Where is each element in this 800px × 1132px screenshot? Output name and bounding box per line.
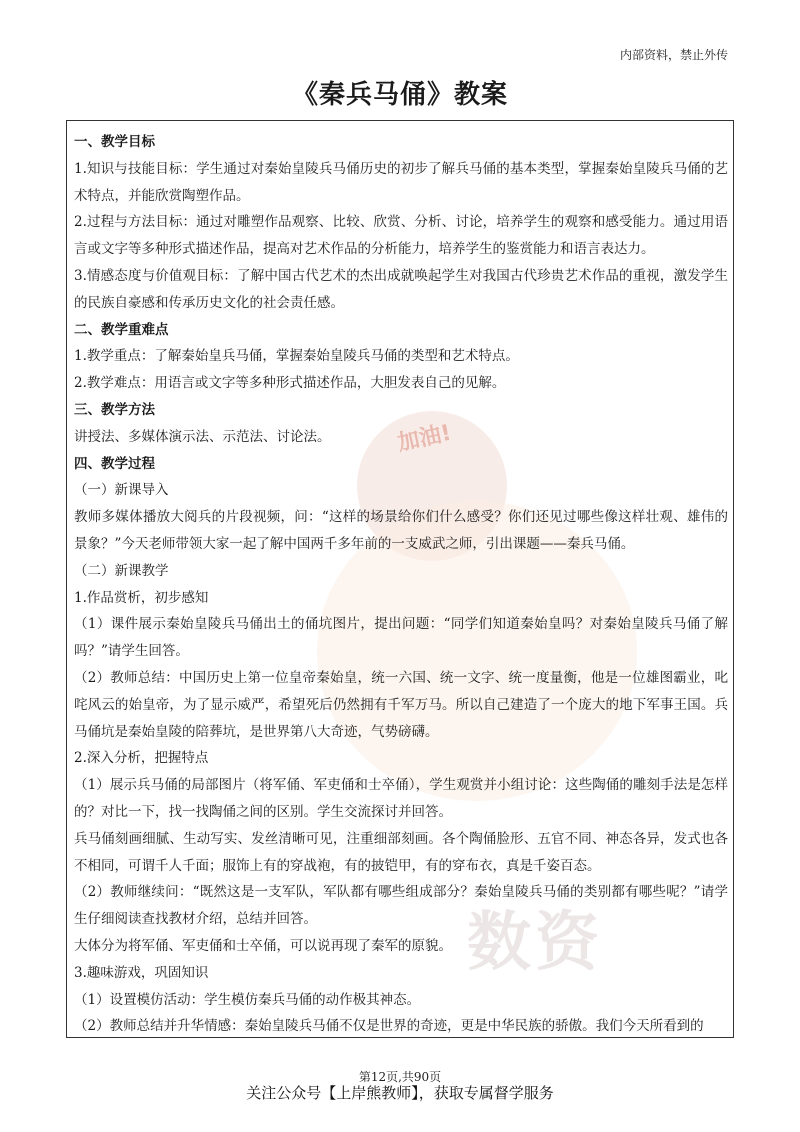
paragraph: 2.教学难点：用语言或文字等多种形式描述作品，大胆发表自己的见解。 [74, 375, 506, 392]
subheading: 2.深入分析，把握特点 [74, 750, 209, 767]
paragraph: （1）课件展示秦始皇陵兵马俑出土的俑坑图片，提出问题：“同学们知道秦始皇吗？对秦始皇陵兵马俑了解吗？”请学生回答。 [74, 616, 728, 660]
paragraph: （1）展示兵马俑的局部图片（将军俑、军吏俑和士卒俑），学生观赏并小组讨论：这些陶俑的雕刻手法是怎样的？对比一下，找一找陶俑之间的区别。学生交流探讨并回答。 [74, 777, 728, 820]
subheading: 1.作品赏析，初步感知 [74, 589, 209, 606]
section-heading-process: 四、教学过程 [74, 455, 155, 472]
paragraph: （2）教师总结：中国历史上第一位皇帝秦始皇，统一六国、统一文字、统一度量衡，他是一位雄图霸业，叱咤风云的始皇帝，为了显示威严，希望死后仍然拥有千军万马。所以自己建造了一个庞大的地下军事王国。兵马俑坑是秦始皇陵的陪葬坑，是世界第八大奇迹，气势磅礴。 [74, 669, 728, 740]
paragraph: 讲授法、多媒体演示法、示范法、讨论法。 [74, 428, 331, 445]
watermark-badge-text: 加油! [395, 420, 454, 457]
footer-note: 关注公众号【上岸熊教师】，获取专属督学服务 [246, 1084, 554, 1102]
document-title: 《秦兵马俑》教案 [291, 80, 508, 110]
paragraph: 教师多媒体播放大阅兵的片段视频，问：“这样的场景给你们什么感受？你们还见过哪些像这样壮观、雄伟的景象？”今天老师带领大家一起了解中国两千多年前的一支威武之师，引出课题——秦兵马俑。 [74, 509, 728, 552]
confidential-note: 内部资料，禁止外传 [619, 48, 728, 62]
lesson-plan-frame [66, 120, 734, 1038]
section-heading-methods: 三、教学方法 [74, 401, 155, 418]
paragraph: （1）设置模仿活动：学生模仿秦兵马俑的动作极其神态。 [74, 991, 421, 1008]
subheading: （一）新课导入 [74, 482, 169, 499]
section-heading-objectives: 一、教学目标 [74, 134, 155, 150]
paragraph: 兵马俑刻画细腻、生动写实、发丝清晰可见，注重细部刻画。各个陶俑脸形、五官不同、神态各异，发式也各不相同，可谓千人千面；服饰上有的穿战袍，有的披铠甲，有的穿布衣，真是千姿百态。 [74, 830, 728, 874]
paragraph: 大体分为将军俑、军吏俑和士卒俑，可以说再现了秦军的原貌。 [74, 937, 452, 954]
paragraph: 3.情感态度与价值观目标：了解中国古代艺术的杰出成就唤起学生对我国古代珍贵艺术作品的重视，激发学生的民族自豪感和传承历史文化的社会责任感。 [74, 267, 728, 311]
watermark-text: 数资 [467, 906, 603, 980]
paragraph: （2）教师继续问：“既然这是一支军队，军队都有哪些组成部分？秦始皇陵兵马俑的类别都有哪些呢？”请学生仔细阅读查找教材介绍，总结并回答。 [74, 884, 728, 928]
subheading: （二）新课教学 [74, 562, 169, 579]
page-number: 第12页,共90页 [358, 1070, 442, 1084]
paragraph: （2）教师总结并升华情感：秦始皇陵兵马俑不仅是世界的奇迹，更是中华民族的骄傲。我们今天所看到的 [74, 1018, 704, 1035]
section-heading-key-points: 二、教学重难点 [74, 321, 169, 338]
subheading: 3.趣味游戏，巩固知识 [74, 964, 209, 981]
lesson-content [74, 129, 728, 1038]
paragraph: 2.过程与方法目标：通过对雕塑作品观察、比较、欣赏、分析、讨论，培养学生的观察和感受能力。通过用语言或文字等多种形式描述作品，提高对艺术作品的分析能力，培养学生的鉴赏能力和语言表达力。 [74, 214, 728, 258]
paragraph: 1.知识与技能目标：学生通过对秦始皇陵兵马俑历史的初步了解兵马俑的基本类型，掌握秦始皇陵兵马俑的艺术特点，并能欣赏陶塑作品。 [74, 160, 728, 204]
paragraph: 1.教学重点：了解秦始皇兵马俑，掌握秦始皇陵兵马俑的类型和艺术特点。 [74, 348, 519, 365]
